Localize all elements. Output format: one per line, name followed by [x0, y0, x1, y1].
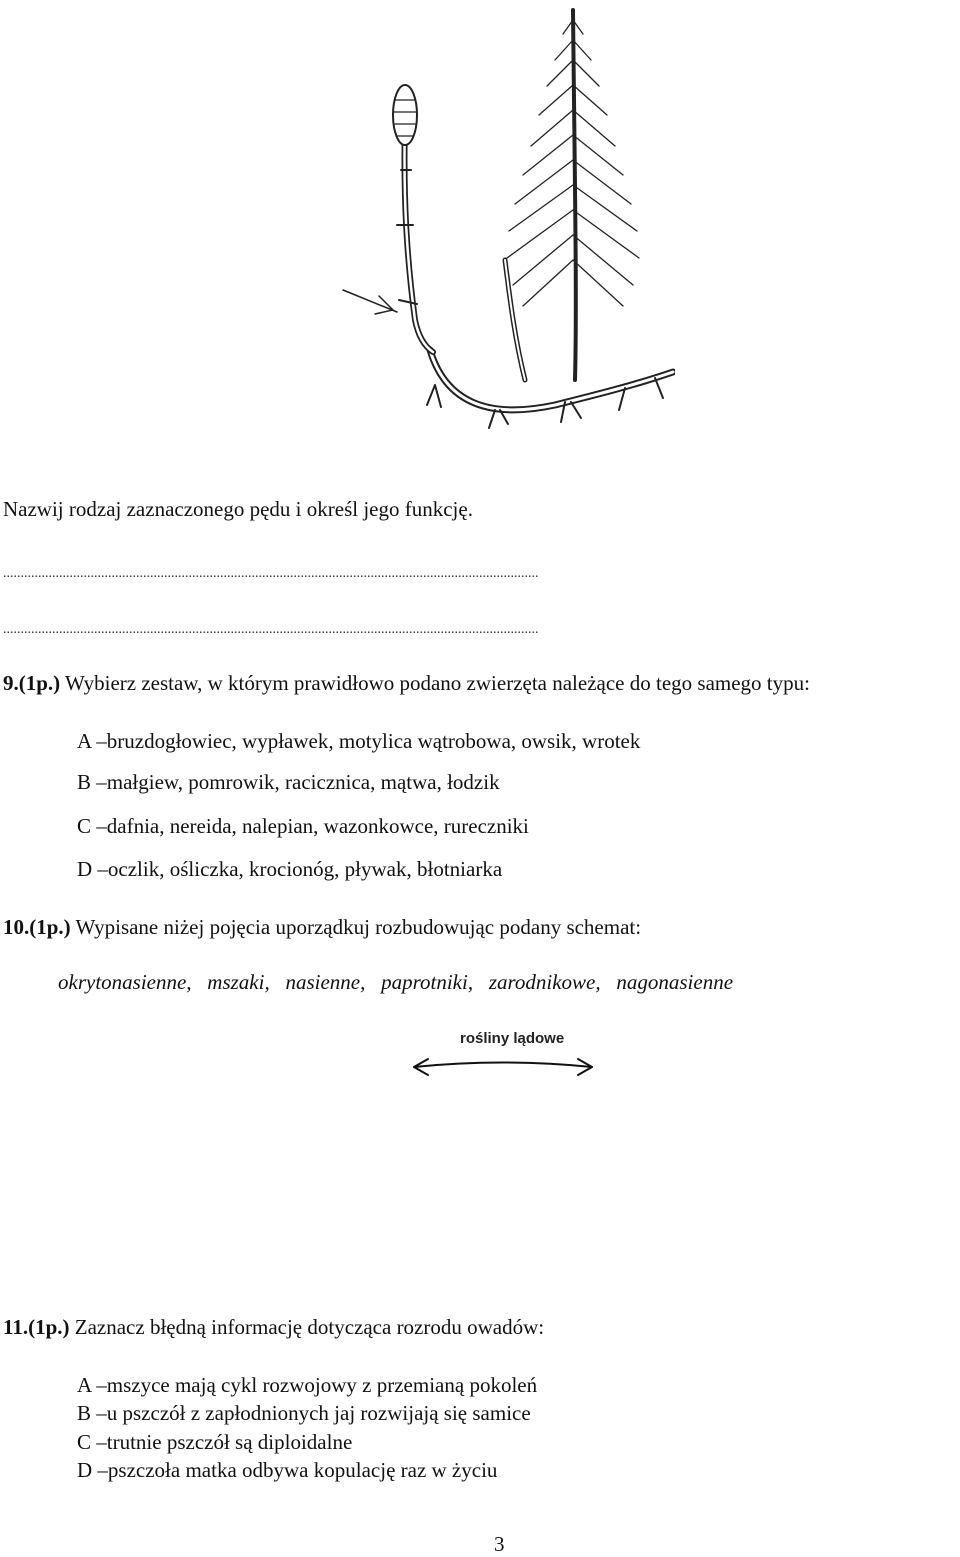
q11-option-a[interactable]: A –mszyce mają cykl rozwojowy z przemianą pokoleń: [77, 1373, 538, 1397]
q9-prompt: Wybierz zestaw, w którym prawidłowo podano zwierzęta należące do tego samego typu:: [65, 671, 810, 695]
q11-option-d[interactable]: D –pszczoła matka odbywa kopulację raz w życiu: [77, 1458, 498, 1482]
q8-prompt: Nazwij rodzaj zaznaczonego pędu i określ jego funkcję.: [3, 497, 473, 521]
q11-option-c[interactable]: C –trutnie pszczół są diploidalne: [77, 1430, 353, 1454]
horsetail-plant-icon: [335, 0, 675, 450]
diagram-label: rośliny lądowe: [460, 1030, 565, 1047]
answer-line: .........................................................................................................................................................: [3, 622, 539, 637]
q9-option-a[interactable]: A –bruzdogłowiec, wypławek, motylica wątrobowa, owsik, wrotek: [77, 729, 641, 753]
answer-line: .........................................................................................................................................................: [3, 566, 539, 581]
q11-number: 11.(1p.): [3, 1315, 70, 1339]
q9-option-d[interactable]: D –oczlik, ośliczka, krocionóg, pływak, błotniarka: [77, 857, 503, 881]
double-arrow-icon: [408, 1054, 598, 1078]
q9-number: 9.(1p.): [3, 671, 61, 695]
q10-number: 10.(1p.): [3, 915, 71, 939]
q11-prompt: Zaznacz błędną informację dotycząca rozrodu owadów:: [74, 1315, 545, 1339]
q10-terms: okrytonasienne, mszaki, nasienne, paprotniki, zarodnikowe, nagonasienne: [58, 970, 734, 994]
q9-option-b[interactable]: B –małgiew, pomrowik, racicznica, mątwa, łodzik: [77, 770, 500, 794]
q11-heading: [3, 1315, 544, 1340]
q10-heading: [3, 915, 641, 940]
q10-prompt: Wypisane niżej pojęcia uporządkuj rozbudowując podany schemat:: [75, 915, 642, 939]
q11-option-b[interactable]: B –u pszczół z zapłodnionych jaj rozwijają się samice: [77, 1401, 531, 1425]
q9-heading: [3, 671, 810, 696]
q9-option-c[interactable]: C –dafnia, nereida, nalepian, wazonkowce, rureczniki: [77, 814, 529, 838]
page-number: 3: [494, 1532, 505, 1556]
